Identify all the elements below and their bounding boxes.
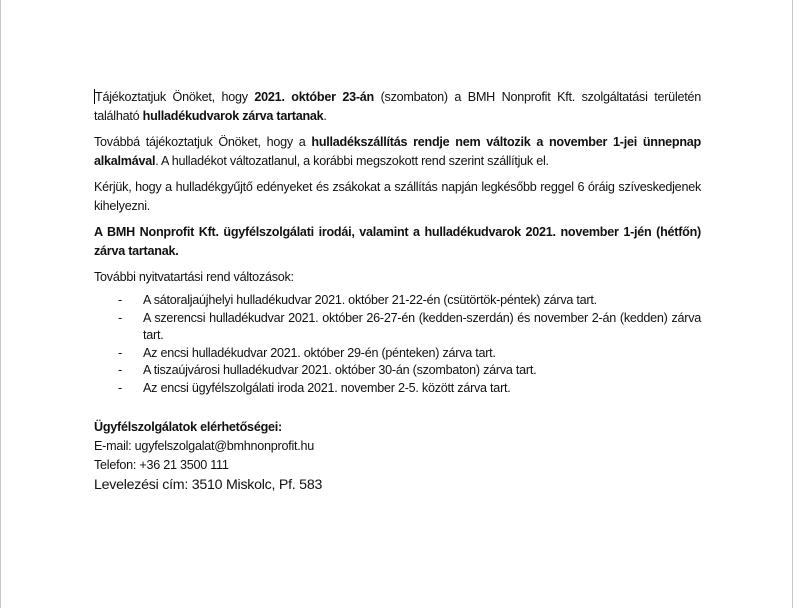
- paragraph-intro: [94, 88, 701, 126]
- dash-bullet: -: [118, 363, 122, 377]
- dash-bullet: -: [118, 293, 122, 307]
- list-item-text: A sátoraljaújhelyi hulladékudvar 2021. október 21-22-én (csütörtök-péntek) zárva tart.: [143, 293, 597, 307]
- list-item: [94, 310, 701, 345]
- text: Továbbá tájékoztatjuk Önöket, hogy a: [94, 135, 312, 149]
- text: Tájékoztatjuk Önöket, hogy: [95, 90, 255, 104]
- contacts-heading-text: Ügyfélszolgálatok elérhetőségei:: [94, 420, 282, 434]
- contacts-heading: [94, 418, 701, 437]
- list-item: [94, 292, 701, 310]
- dash-bullet: -: [118, 310, 122, 325]
- paragraph-changes-heading: További nyitvatartási rend változások:: [94, 270, 294, 284]
- list-item: [94, 362, 701, 380]
- list-item: [94, 345, 701, 363]
- contact-email: E-mail: ugyfelszolgalat@bmhnonprofit.hu: [94, 439, 315, 453]
- dash-bullet: -: [118, 345, 122, 360]
- contact-phone: Telefon: +36 21 3500 111: [94, 458, 229, 472]
- bold-date: 2021. október 23-án: [254, 90, 374, 104]
- list-item-text: A szerencsi hulladékudvar 2021. október 26-27-én (kedden-szerdán) és november 2-án (kedden) zárva tart.: [143, 310, 701, 342]
- paragraph-request: Kérjük, hogy a hulladékgyűjtő edényeket és zsákokat a szállítás napján legkésőbb reggel 6 óráig szíveskedjenek kihelyezni.: [94, 180, 701, 213]
- changes-list: [94, 292, 701, 397]
- list-item-text: A tiszaújvárosi hulladékudvar 2021. október 30-án (szombaton) zárva tart.: [143, 363, 537, 377]
- list-item: [94, 380, 701, 398]
- document-body[interactable]: [94, 88, 701, 495]
- contacts-block: [94, 418, 701, 495]
- bold-closure: hulladékudvarok zárva tartanak: [142, 109, 324, 123]
- dash-bullet: -: [118, 380, 122, 395]
- bold-collection-info: hulladékszállítás rendje nem változik a november 1-jei ünnepnap alkalmával: [94, 135, 702, 168]
- bold-offices-closed: A BMH Nonprofit Kft. ügyfélszolgálati irodái, valamint a hulladékudvarok 2021. november 1-jén (hétfőn) zárva tartanak.: [94, 225, 701, 258]
- text: . A hulladékot változatlanul, a korábbi megszokott rend szerint szállítjuk el.: [155, 154, 549, 168]
- list-item-text: Az encsi ügyfélszolgálati iroda 2021. november 2-5. között zárva tart.: [143, 380, 511, 395]
- contact-address: Levelezési cím: 3510 Miskolc, Pf. 583: [94, 477, 323, 493]
- text: .: [323, 109, 327, 123]
- paragraph-collection: [94, 133, 701, 171]
- list-item-text: Az encsi hulladékudvar 2021. október 29-én (pénteken) zárva tart.: [143, 345, 496, 360]
- text: (szombaton) a BMH Nonprofit Kft. szolgáltatási területén található: [94, 90, 701, 123]
- paragraph-offices-closed: [94, 223, 701, 261]
